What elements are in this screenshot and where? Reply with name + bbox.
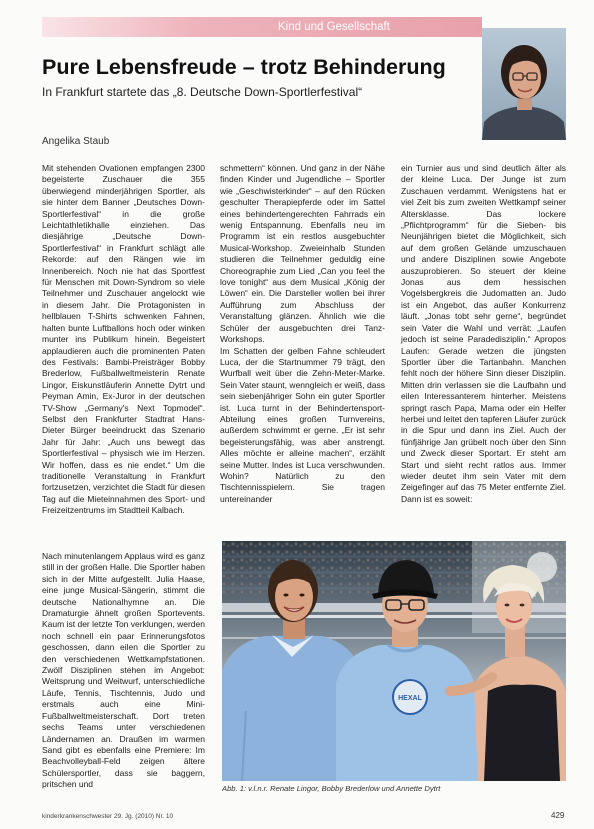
page-number: 429: [551, 811, 565, 820]
footer-journal: kinderkrankenschwester 29. Jg. (2010) Nr. 10: [42, 813, 174, 820]
event-photo-image: [222, 541, 566, 781]
article-subtitle: In Frankfurt startete das „8. Deutsche Down-Sportlerfestival“: [42, 85, 363, 99]
body-column-1-bottom: [42, 551, 205, 791]
section-label: Kind und Gesellschaft: [278, 21, 390, 33]
body-column-1-top: [42, 163, 205, 517]
paragraph: Im Schatten der gelben Fahne schleudert Luca, der die Startnummer 79 trägt, den Wurfball weit über die Zehn-Meter-Marke. Sein Vater staunt, wenngleich er weiß, dass sein siebenjähriger Sohn ein guter Sportler ist. Luca turnt in der Behindertensport-Abteilung eines großen Turnvereins, außerdem schwimmt er gerne. „Er ist sehr begeisterungsfähig, was aber anstrengt. Alles möchte er alleine machen“, erzählt seine Mutter. Indes ist Luca verschwunden. Wohin? Natürlich zu den Tischtennisspielern. Sie tragen untereinander: [220, 345, 385, 504]
body-column-3: [401, 163, 566, 505]
paragraph: Mit stehenden Ovationen empfangen 2300 begeisterte Zuschauer die 355 überwiegend minderjährigen Sportler, als sie hinter dem Banner „Deutsches Down-Sportlerfestival“ in die große Leichtathletikhalle einziehen. Das diesjährige „Deutsche Down-Sportlerfestival“ in Frankfurt schlägt alle Rekorde: auf den Rängen wie im Innenbereich. Noch nie hat das Sportfest für Menschen mit Down-Syndrom so viele Teilnehmer und Zuschauer angelockt wie in diesem Jahr. Die Protagonisten in hellblauen T-Shirts schwenken Fahnen, halten bunte Luftballons hoch oder winken munter ins Publikum hinein. Begeistert applaudieren auch die prominenten Paten des Festivals: Bambi-Preisträger Bobby Brederlow, Fußballweltmeisterin Renate Lingor, Eiskunstläuferin Annette Dytrt und Peyman Amin, Ex-Juror in der deutschen TV-Show „Germany's Next Topmodel“. Selbst den Frankfurter Stadtrat Hans-Dieter Bürger beeindruckt das Szenario Jahr für Jahr: „Auch uns bewegt das Sportlerfestival – physisch wie im Herzen. Wir hoffen, dass es nie endet.“ Um die traditionelle Veranstaltung in Frankfurt fortzusetzen, verzichtet die Stadt für diesen Tag auf die Mieteinnahmen des Sport- und Freizeitzentrums im Stadtteil Kalbach.: [42, 163, 206, 516]
shirt-logo: [393, 680, 427, 714]
article-title: Pure Lebensfreude – trotz Behinderung: [42, 55, 446, 79]
section-bar: [42, 17, 482, 37]
photo-caption: Abb. 1: v.l.n.r. Renate Lingor, Bobby Brederlow und Annette Dytrt: [222, 784, 441, 793]
shirt-logo-text: HEXAL: [398, 695, 422, 702]
body-column-2: [220, 163, 385, 505]
paragraph: ein Turnier aus und sind deutlich älter als der kleine Luca. Der Junge ist zum Zuschauen verdammt. Wenigstens hat er viel Zeit bis zum zweiten Wettkampf seiner Altersklasse. Das lockere „Pflichtprogramm“ für die Sieben- bis Neunjährigen bietet die Möglichkeit, sich auf dem großen Gelände umzuschauen und andere Disziplinen sowie Angebote auszuprobieren. So steuert der kleine Jonas aus dem hessischen Vogelsbergkreis die Judomatten an. Judo ist ein Angebot, das außer Konkurrenz läuft. „Jonas tobt sehr gerne“, begründet sein Vater die Wahl und verrät: „Laufen jedoch ist seine Paradedisziplin.“ Apropos Laufen: Gerade wetzen die jüngsten Sportler über die Tartanbahn. Manchen fehlt noch der höhere Sinn dieser Disziplin. Mitten drin verlassen sie die Laufbahn und eilen Interessanterem hinterher. Meistens springt rasch Papa, Mama oder ein Helfer herbei und leitet den tapferen Läufer zurück in die Spur und dann ins Ziel. Auch der fünfjährige Jan grübelt noch über den Sinn und Zweck dieser Sportart. Er steht am Start und sieht recht ratlos aus. Immer wieder deutet ihm sein Vater mit dem Zeigefinger auf das 75 Meter entfernte Ziel. Dann ist es soweit:: [401, 163, 566, 504]
event-photo: [222, 541, 566, 781]
paragraph: Nach minutenlangem Applaus wird es ganz still in der großen Halle. Die Sportler haben sich in der Mitte aufgestellt. Julia Haase, eine junge Musical-Sängerin, stimmt die deutsche Nationalhymne an. Die Dramaturgie ähnelt großen Sportevents. Kaum ist der letzte Ton verklungen, werden noch schnell ein paar Erinnerungsfotos geschossen, dann eilen die Sportler zu den verschiedenen Wettkampfstationen. Zwölf Disziplinen stehen im Angebot: Weitsprung und Weitwurf, unterschiedliche Läufe, Tennis, Tischtennis, Judo und erstmals auch eine Mini-Fußballweltmeisterschaft. Dort treten sechs Teams unter verschiedenen Ländernamen an. Draußen im warmen Sand gibt es ebenfalls eine Premiere: Im Beachvolleyball-Feld zeigen ältere Schülersportler, dass sie baggern, pritschen und: [42, 551, 206, 790]
author-portrait-image: [482, 28, 566, 140]
paragraph: schmettern“ können. Und ganz in der Nähe finden Kinder und Jugendliche – Sportler wie „Geschwisterkinder“ – auf den Rücken geschulter Therapiepferde oder im Sattel eines behindertengerechten Fahrrads ein wenig Entspannung. Ebenfalls neu im Programm ist ein restlos ausgebuchter Musical-Workshop. Zweieinhalb Stunden studieren die Teilnehmer geduldig eine Choreographie zum Lied „Can you feel the love tonight“ aus dem Musical „König der Löwen“ ein. Die Darsteller wollen bei ihrer Aufführung zum Abschluss der Veranstaltung glänzen. Ähnlich wie die Schüler der ausgebuchten drei Tanz-Workshops.: [220, 163, 385, 345]
article-author: Angelika Staub: [42, 136, 110, 147]
author-portrait: [482, 28, 566, 140]
